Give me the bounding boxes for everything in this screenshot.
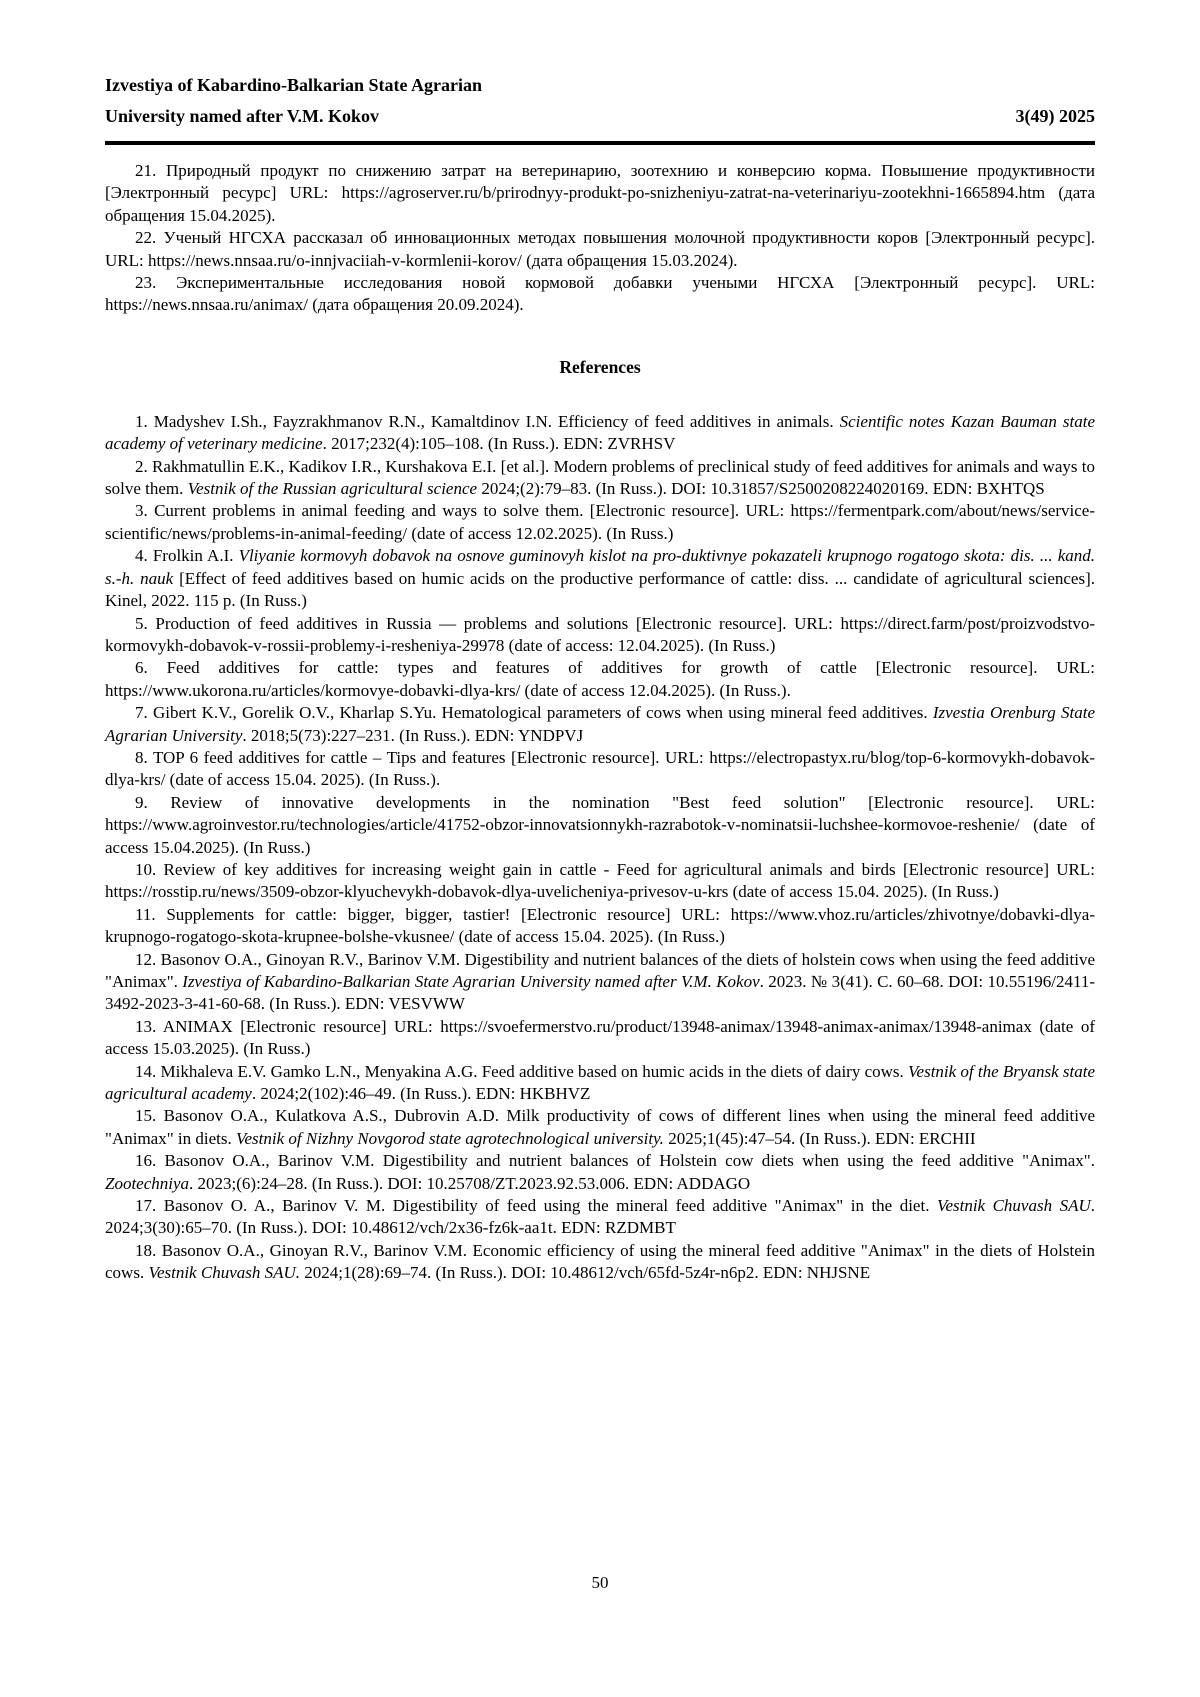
text-run: 11. Supplements for cattle: bigger, bigger, tastier! [Electronic resource] URL: https://www.vhoz.ru/articles/zhivotnye/dobavki-dlya-krupnogo-rogatogo-skota-krupnee-bolshe-vkusnee/ (date of access 15.04. 2025). (In Russ.) bbox=[105, 904, 1095, 947]
issue-number: 3(49) 2025 bbox=[1015, 106, 1095, 126]
text-run: 12. Basonov O.A., Ginoyan R.V., Barinov V.M. Digestibility and nutrient balances of the diets of holstein cows when using the feed additive "Animax". bbox=[105, 949, 1095, 991]
russian-bibliography-item bbox=[105, 227, 1095, 272]
text-run: 21. Природный продукт по снижению затрат на ветеринарию, зоотехнию и конверсию корма. Повышение продуктивности [Электронный ресурс] URL: https://agroserver.ru/b/prirodnyy-produkt-po-snizheniyu-zatrat-na-veterinariyu-zootekhni-1665894.htm (дата обращения 15.04.2025). bbox=[105, 161, 1095, 225]
text-run: 17. Basonov O. A., Barinov V. M. Digestibility of feed using the mineral feed additive "Animax" in the diet. bbox=[135, 1196, 937, 1216]
reference-item bbox=[105, 500, 1095, 545]
reference-item bbox=[105, 613, 1095, 658]
russian-bibliography-section bbox=[105, 160, 1095, 317]
text-run: . 2023. № 3(41). С. 60–68. DOI: 10.55196/2411-3492-2023-3-41-60-68. (In Russ.). EDN: VESVWW bbox=[105, 972, 1095, 1014]
italic-source-title: Vliyanie kormovyh dobavok na osnove guminovyh kislot na pro-duktivnye pokazateli krupnogo rogatogo skota: dis. ... kand. s.-h. nauk bbox=[105, 546, 1095, 588]
reference-item bbox=[105, 456, 1095, 501]
reference-item bbox=[105, 1240, 1095, 1285]
references-heading: References bbox=[559, 356, 641, 377]
text-run: . 2024;2(102):46–49. (In Russ.). EDN: HKBHVZ bbox=[251, 1084, 591, 1104]
text-run: . 2018;5(73):227–231. (In Russ.). EDN: YNDPVJ bbox=[242, 725, 584, 745]
italic-source-title: Scientific notes Kazan Bauman state academy of veterinary medicine bbox=[105, 411, 1095, 454]
text-run: . 2024;3(30):65–70. (In Russ.). DOI: 10.48612/vch/2x36-fz6k-aa1t. EDN: RZDMBT bbox=[105, 1196, 1095, 1238]
russian-bibliography-item bbox=[105, 272, 1095, 317]
reference-item bbox=[105, 949, 1095, 1016]
text-run: 7. Gibert K.V., Gorelik O.V., Kharlap S.Yu. Hematological parameters of cows when using mineral feed additives. bbox=[135, 703, 933, 723]
reference-item bbox=[105, 411, 1095, 456]
text-run: 22. Ученый НГСХА рассказал об инновационных методах повышения молочной продуктивности коров [Электронный ресурс]. URL: https://news.nnsaa.ru/o-innjvaciiah-v-kormlenii-korov/ (дата обращения 15.03.2024). bbox=[105, 228, 1095, 270]
text-run: . 2017;232(4):105–108. (In Russ.). EDN: ZVRHSV bbox=[322, 434, 676, 454]
page-body bbox=[105, 160, 1095, 1285]
italic-source-title: Izvestia Orenburg State Agrarian University bbox=[105, 703, 1096, 745]
italic-source-title: Zootechniya bbox=[105, 1173, 190, 1193]
italic-source-title: Vestnik Chuvash SAU bbox=[936, 1196, 1091, 1216]
references-section bbox=[105, 411, 1095, 1285]
reference-item bbox=[105, 1150, 1095, 1195]
journal-title-line-2: University named after V.M. Kokov bbox=[105, 106, 379, 126]
italic-source-title: Vestnik of the Bryansk state agricultural academy bbox=[105, 1061, 1095, 1104]
text-run: 14. Mikhaleva E.V. Gamko L.N., Menyakina A.G. Feed additive based on humic acids in the diets of dairy cows. bbox=[135, 1061, 909, 1081]
reference-item bbox=[105, 1016, 1095, 1061]
text-run: 8. TOP 6 feed additives for cattle – Tips and features [Electronic resource]. URL: https://electropastyx.ru/blog/top-6-kormovykh-dobavok-dlya-krs/ (date of access 15.04. 2025). (In Russ.). bbox=[105, 747, 1095, 790]
reference-item bbox=[105, 904, 1095, 949]
reference-item bbox=[105, 702, 1095, 747]
text-run: 23. Экспериментальные исследования новой кормовой добавки учеными НГСХА [Электронный ресурс]. URL: https://news.nnsaa.ru/animax/ (дата обращения 20.09.2024). bbox=[105, 273, 1095, 315]
page-number: 50 bbox=[591, 1573, 609, 1592]
reference-item bbox=[105, 792, 1095, 859]
reference-item bbox=[105, 747, 1095, 792]
italic-source-title: Vestnik of the Russian agricultural science bbox=[187, 479, 478, 499]
text-run: 6. Feed additives for cattle: types and features of additives for growth of cattle [Electronic resource]. URL: https://www.ukorona.ru/articles/kormovye-dobavki-dlya-krs/ (date of access 12.04.2025). (In Russ.). bbox=[105, 658, 1095, 700]
text-run: 16. Basonov O.A., Barinov V.M. Digestibility and nutrient balances of Holstein cow diets when using the feed additive "Animax". bbox=[135, 1151, 1095, 1171]
text-run: [Effect of feed additives based on humic acids on the productive performance of cattle: diss. ... candidate of agricultural sciences]. Kinel, 2022. 115 p. (In Russ.) bbox=[105, 568, 1096, 611]
reference-item bbox=[105, 859, 1095, 904]
text-run: 2025;1(45):47–54. (In Russ.). EDN: ERCHII bbox=[663, 1128, 976, 1148]
text-run: 2024;1(28):69–74. (In Russ.). DOI: 10.48612/vch/65fd-5z4r-n6p2. EDN: NHJSNE bbox=[300, 1263, 871, 1283]
text-run: 2. Rakhmatullin E.K., Kadikov I.R., Kurshakova E.I. [et al.]. Modern problems of preclinical study of feed additives for animals and ways to solve them. bbox=[105, 456, 1095, 499]
text-run: 15. Basonov O.A., Kulatkova A.S., Dubrovin A.D. Milk productivity of cows of different lines when using the mineral feed additive "Animax" in diets. bbox=[105, 1106, 1095, 1148]
text-run: 5. Production of feed additives in Russia — problems and solutions [Electronic resource]. URL: https://direct.farm/post/proizvodstvo-kormovykh-dobavok-v-rossii-problemy-i-resheniya-29978 (date of access: 12.04.2025). (In Russ.) bbox=[105, 613, 1095, 655]
text-run: 3. Current problems in animal feeding and ways to solve them. [Electronic resource]. URL: https://fermentpark.com/about/news/service-scientific/news/problems-in-animal-feeding/ (date of access 12.02.2025). (In Russ.) bbox=[105, 501, 1095, 543]
text-run: 9. Review of innovative developments in the nomination "Best feed solution" [Electronic resource]. URL: https://www.agroinvestor.ru/technologies/article/41752-obzor-innovatsionnykh-razrabotok-v-nominatsii-luchshee-kormovoe-reshenie/ (date of access 15.04.2025). (In Russ.) bbox=[105, 792, 1095, 857]
text-run: 18. Basonov O.A., Ginoyan R.V., Barinov V.M. Economic efficiency of using the mineral feed additive "Animax" in the diets of Holstein cows. bbox=[105, 1240, 1095, 1283]
reference-item bbox=[105, 545, 1095, 612]
text-run: 13. ANIMAX [Electronic resource] URL: https://svoefermerstvo.ru/product/13948-animax/13948-animax-animax/13948-animax (date of access 15.03.2025). (In Russ.) bbox=[105, 1016, 1095, 1059]
italic-source-title: Vestnik Chuvash SAU. bbox=[148, 1263, 301, 1283]
reference-item bbox=[105, 1061, 1095, 1106]
reference-item bbox=[105, 1105, 1095, 1150]
text-run: . 2023;(6):24–28. (In Russ.). DOI: 10.25708/ZT.2023.92.53.006. EDN: ADDAGO bbox=[189, 1173, 751, 1193]
reference-item bbox=[105, 657, 1095, 702]
header-line-2 bbox=[105, 101, 1095, 132]
journal-title-line-1: Izvestiya of Kabardino-Balkarian State Agrarian bbox=[105, 75, 482, 95]
text-run: 10. Review of key additives for increasing weight gain in cattle - Feed for agricultural animals and birds [Electronic resource] URL: https://rosstip.ru/news/3509-obzor-klyuchevykh-dobavok-dlya-uvelicheniya-privesov-u-krs (date of access 15.04. 2025). (In Russ.) bbox=[105, 859, 1095, 902]
header-rule bbox=[105, 141, 1095, 145]
header-line-1 bbox=[105, 70, 1095, 101]
italic-source-title: Vestnik of Nizhny Novgorod state agrotechnological university. bbox=[235, 1128, 664, 1148]
italic-source-title: Izvestiya of Kabardino-Balkarian State Agrarian University named after V.M. Kokov bbox=[182, 972, 760, 991]
page-header bbox=[105, 70, 1095, 145]
text-run: 1. Madyshev I.Sh., Fayzrakhmanov R.N., Kamaltdinov I.N. Efficiency of feed additives in animals. bbox=[135, 411, 840, 431]
russian-bibliography-item bbox=[105, 160, 1095, 227]
reference-item bbox=[105, 1195, 1095, 1240]
text-run: 2024;(2):79–83. (In Russ.). DOI: 10.31857/S2500208224020169. EDN: BXHTQS bbox=[477, 479, 1045, 499]
text-run: 4. Frolkin A.I. bbox=[135, 546, 239, 566]
